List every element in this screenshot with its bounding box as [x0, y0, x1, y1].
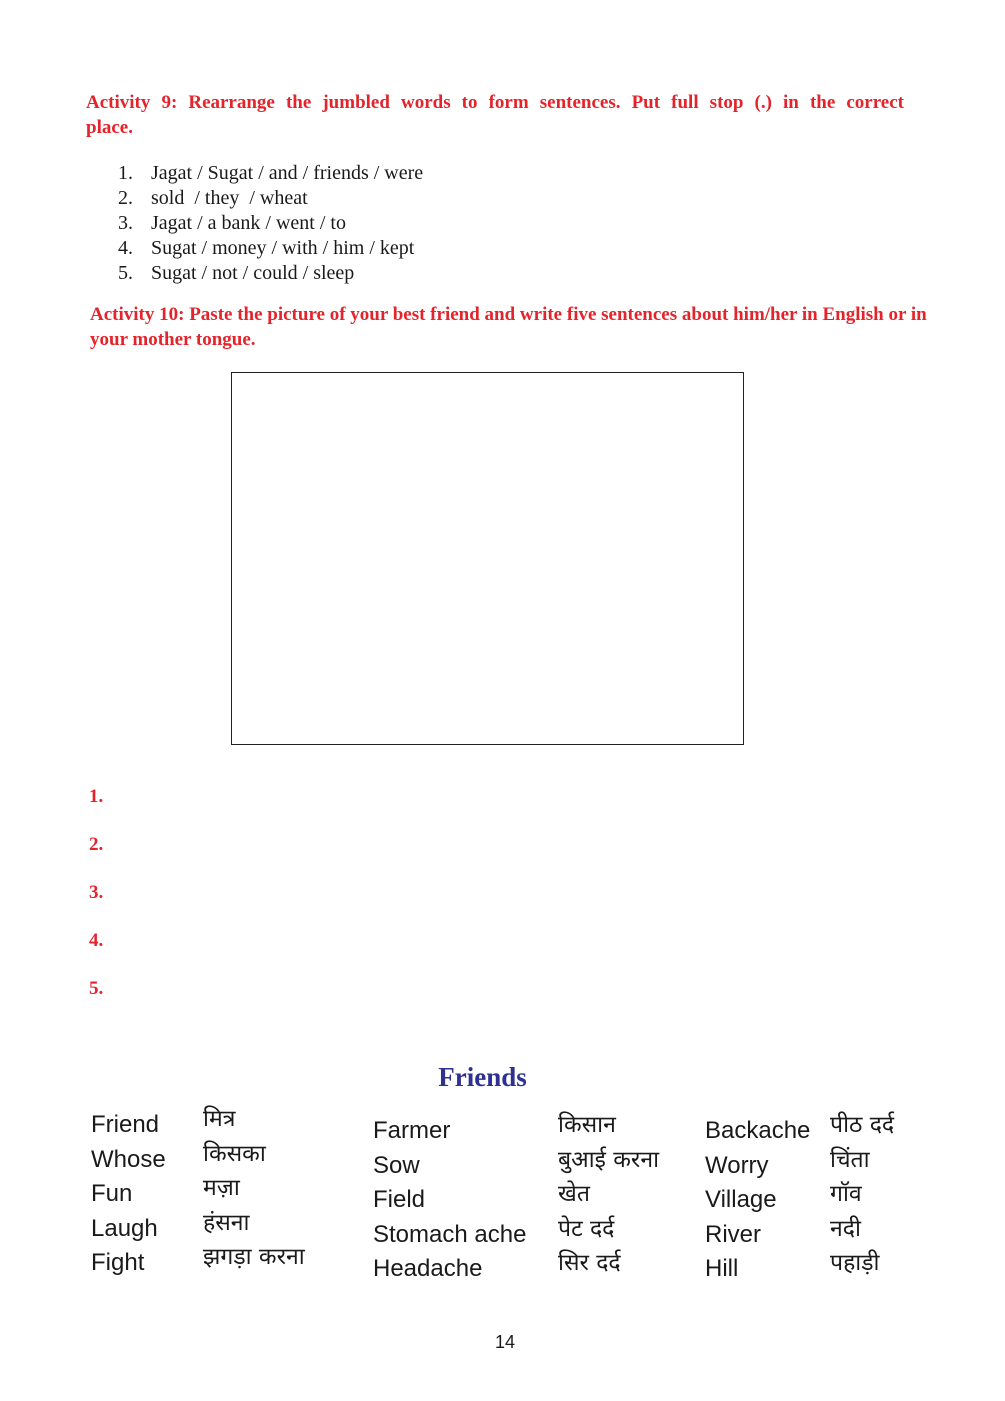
vocabulary-title: Friends [438, 1062, 527, 1092]
vocabulary-row: River नदी [705, 1215, 861, 1248]
vocabulary-row: Sow बुआई करना [373, 1146, 660, 1179]
picture-paste-box[interactable] [231, 372, 744, 745]
vocabulary-row: Fight झगड़ा करना [91, 1244, 305, 1277]
vocabulary-row: Friend मित्र [91, 1106, 236, 1138]
vocabulary-row: Fun मज़ा [91, 1175, 240, 1208]
jumbled-words-list [118, 161, 423, 286]
vocabulary-column-1 [91, 1108, 305, 1281]
list-item: 3. Jagat / a bank / went / to [118, 212, 346, 234]
list-item: 5. Sugat / not / could / sleep [118, 262, 355, 284]
answer-number: 5. [89, 978, 104, 999]
vocabulary-row: Worry चिंता [705, 1146, 870, 1179]
answer-lines [89, 783, 103, 1023]
vocabulary-column-2 [373, 1114, 659, 1287]
vocabulary-row: Stomach ache पेट दर्द [373, 1215, 615, 1248]
vocabulary-row: Hill पहाड़ी [705, 1250, 880, 1283]
page-number: 14 [494, 1332, 516, 1352]
vocabulary-row: Farmer किसान [373, 1112, 616, 1144]
list-item: 2. sold / they / wheat [118, 187, 308, 209]
answer-number: 4. [89, 930, 104, 951]
vocabulary-row: Village गॉव [705, 1181, 862, 1214]
answer-number: 3. [89, 882, 104, 903]
vocabulary-column-3 [705, 1114, 894, 1287]
vocabulary-row: Backache पीठ दर्द [705, 1112, 895, 1144]
answer-number: 2. [89, 834, 104, 855]
list-item: 4. Sugat / money / with / him / kept [118, 237, 415, 259]
vocabulary-row: Field खेत [373, 1181, 590, 1214]
vocabulary-row: Whose किसका [91, 1140, 266, 1173]
activity-10-heading: Activity 10: Paste the picture of your best friend and write five sentences about him/her in English or in your mother tongue. [90, 304, 927, 350]
list-item: 1. Jagat / Sugat / and / friends / were [118, 162, 424, 184]
activity-9-heading: Activity 9: Rearrange the jumbled words to form sentences. Put full stop (.) in the correct place. [86, 92, 904, 138]
vocabulary-row: Headache सिर दर्द [373, 1250, 621, 1283]
vocabulary-row: Laugh हंसना [91, 1209, 250, 1242]
answer-number: 1. [89, 786, 104, 807]
